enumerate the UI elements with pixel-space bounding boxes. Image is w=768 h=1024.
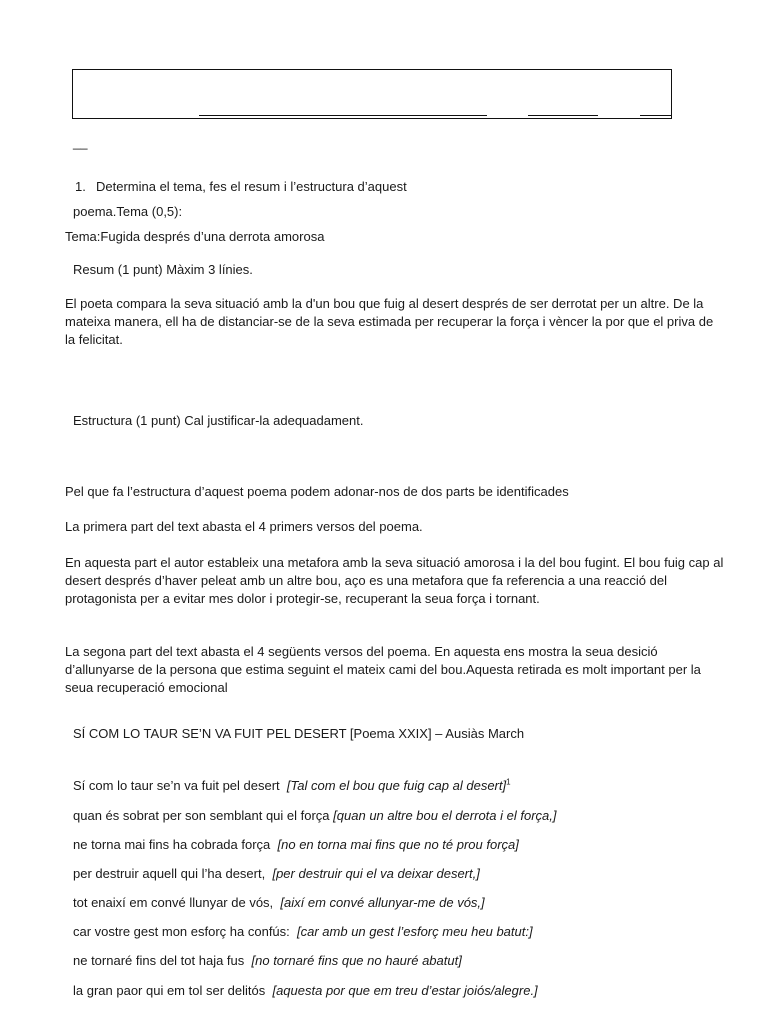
verse	[73, 982, 538, 1000]
verse	[73, 894, 485, 912]
question-line-1: Determina el tema, fes el resum i l’estructura d’aquest	[96, 179, 407, 194]
footnote-mark: 1	[506, 777, 511, 787]
date-blank-line	[640, 115, 672, 116]
verse-translation: [així em convé allunyar-me de vós,]	[280, 895, 485, 910]
verse-translation: [aquesta por que em treu d’estar joiós/alegre.]	[272, 983, 538, 998]
question-number: 1.	[75, 179, 86, 194]
estructura-part-1-detail: En aquesta part el autor estableix una metafora amb la seva situació amorosa i la del bou fugint. El bou fuig cap al desert després d’haver peleat amb un altre bou, aço es una metafora que fa referencia a una reacció del protagonista per a evitar mes dolor i protegir-se, recuperant la seua força i tornant.	[65, 555, 724, 606]
verse-original: ne tornaré fins del tot haja fus	[73, 953, 245, 968]
question-line-2: poema.Tema (0,5):	[73, 204, 183, 219]
verse-original: quan és sobrat per son semblant qui el força	[73, 808, 330, 823]
verse-original: ne torna mai fins ha cobrada força	[73, 837, 271, 852]
header-box	[72, 69, 672, 119]
verse-original: Sí com lo taur se’n va fuit pel desert	[73, 778, 280, 793]
name-blank-line	[199, 115, 487, 116]
resum-heading: Resum (1 punt) Màxim 3 línies.	[73, 262, 253, 277]
poem-title: SÍ COM LO TAUR SE’N VA FUIT PEL DESERT [Poema XXIX] – Ausiàs March	[73, 726, 525, 741]
verse-translation: [no en torna mai fins que no té prou força]	[277, 837, 519, 852]
verse	[73, 923, 533, 941]
verse	[73, 865, 480, 883]
estructura-heading: Estructura (1 punt) Cal justificar-la adequadament.	[73, 413, 364, 428]
verse-translation: [no tornaré fins que no hauré abatut]	[251, 953, 462, 968]
verse-original: la gran paor qui em tol ser delitós	[73, 983, 266, 998]
verse	[73, 952, 462, 970]
verse	[73, 777, 511, 795]
tema-answer: Tema:Fugida després d’una derrota amorosa	[65, 229, 325, 244]
verse	[73, 807, 556, 825]
estructura-intro: Pel que fa l’estructura d’aquest poema podem adonar-nos de dos parts be identificades	[65, 484, 569, 499]
estructura-part-1: La primera part del text abasta el 4 primers versos del poema.	[65, 519, 423, 534]
verse-original: car vostre gest mon esforç ha confús:	[73, 924, 290, 939]
estructura-part-2: La segona part del text abasta el 4 següents versos del poema. En aquesta ens mostra la seua desició d’allunyarse de la persona que estima seguint el mateix cami del bou.Aquesta retirada es molt important per la seua recuperació emocional	[65, 644, 701, 695]
verse-translation: [per destruir qui el va deixar desert,]	[272, 866, 480, 881]
verse-original: tot enaixí em convé llunyar de vós,	[73, 895, 274, 910]
verse-translation: [car amb un gest l’esforç meu heu batut:]	[297, 924, 533, 939]
verse-translation: [quan un altre bou el derrota i el força,]	[333, 808, 557, 823]
resum-text: El poeta compara la seva situació amb la d'un bou que fuig al desert després de ser derrotat per un altre. De la mateixa manera, ell ha de distanciar-se de la seva estimada per recuperar la força i vèncer la por que el priva de la felicitat.	[65, 296, 714, 347]
course-blank-line	[528, 115, 598, 116]
header-dash: __	[73, 135, 88, 150]
verse-original: per destruir aquell qui l’ha desert,	[73, 866, 266, 881]
verse	[73, 836, 519, 854]
verse-translation: [Tal com el bou que fuig cap al desert]	[286, 778, 507, 793]
